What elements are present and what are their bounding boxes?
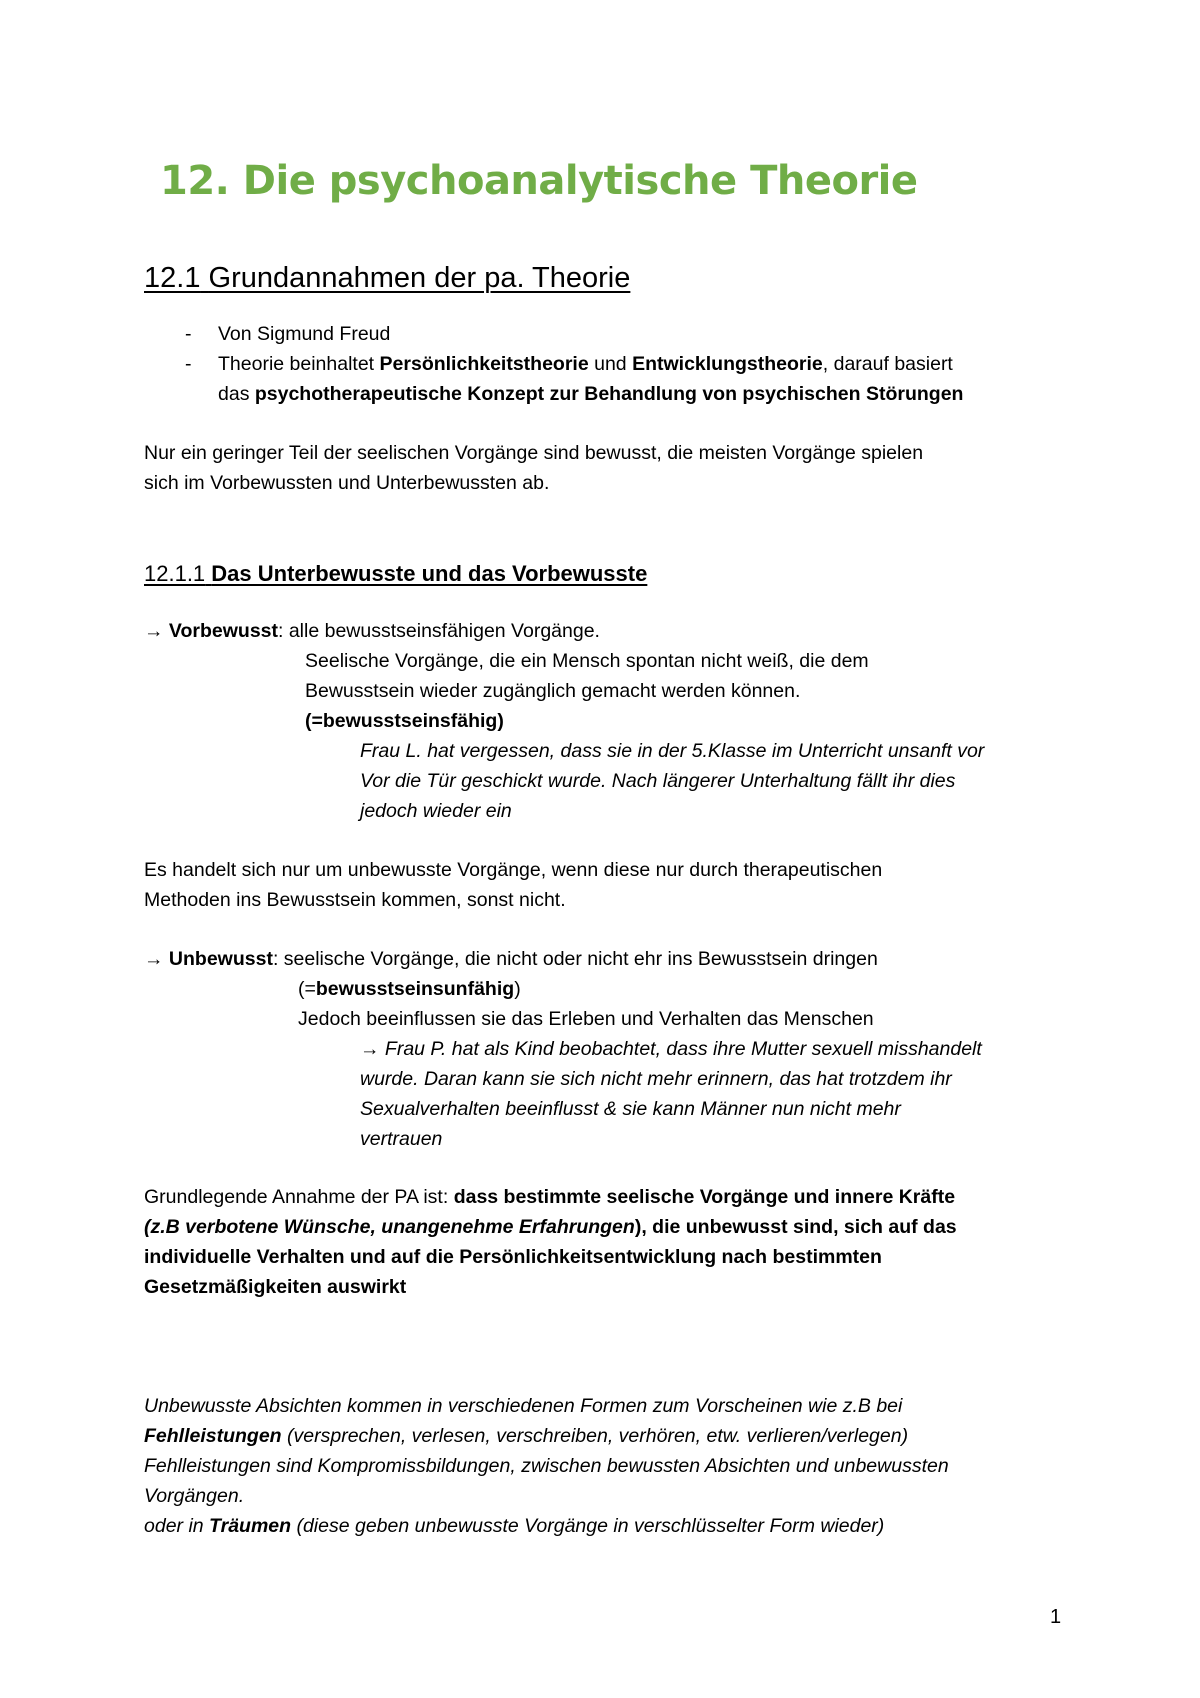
paragraph-line: sich im Vorbewussten und Unterbewussten ab. <box>144 472 550 494</box>
term-label: Vorbewusst <box>168 620 278 642</box>
arrow-right-icon: → <box>144 948 164 970</box>
bullet-item-theorie-cont <box>218 381 963 407</box>
subsection-heading <box>144 561 647 587</box>
paragraph-line <box>144 1513 884 1539</box>
bold-term: Entwicklungstheorie <box>632 353 823 375</box>
example-line: Frau L. hat vergessen, dass sie in der 5.Klasse im Unterricht unsanft vor <box>360 740 985 762</box>
paragraph-line <box>144 1214 957 1240</box>
text: das <box>218 383 255 405</box>
bullet-dash: - <box>185 323 192 345</box>
unbewusst-definition <box>144 946 878 972</box>
arrow-right-icon: → <box>360 1038 380 1060</box>
bold-term: Persönlichkeitstheorie <box>379 353 589 375</box>
bold-italic-text: (z.B verbotene Wünsche, unangenehme Erfahrungen <box>144 1216 635 1238</box>
bullet-item-freud: Von Sigmund Freud <box>218 323 391 345</box>
paragraph-line: Bewusstsein wieder zugänglich gemacht werden können. <box>305 680 801 702</box>
page-number: 1 <box>1050 1606 1062 1628</box>
text: , darauf basiert <box>822 353 953 375</box>
text: Frau P. hat als Kind beobachtet, dass ihre Mutter sexuell misshandelt <box>379 1038 982 1060</box>
text: : alle bewusstseinsfähigen Vorgänge. <box>278 620 600 642</box>
paragraph-line: Vorgängen. <box>144 1485 245 1507</box>
arrow-right-icon: → <box>144 620 164 642</box>
text: Theorie beinhaltet <box>218 353 380 375</box>
section-heading <box>144 262 630 295</box>
text: und <box>588 353 633 375</box>
paragraph-line <box>298 976 521 1002</box>
subsection-number: 12.1.1 <box>144 561 206 586</box>
bold-term: psychotherapeutische Konzept zur Behandlung von psychischen Störungen <box>254 383 964 405</box>
paragraph-line <box>144 1184 955 1210</box>
bold-term: bewusstseinsunfähig <box>315 978 515 1000</box>
subsection-title: Das Unterbewusste und das Vorbewusste <box>211 561 648 586</box>
paragraph-line: Nur ein geringer Teil der seelischen Vorgänge sind bewusst, die meisten Vorgänge spielen <box>144 442 924 464</box>
page-title: 12. Die psychoanalytische Theorie <box>160 158 918 204</box>
paragraph-line: (=bewusstseinsfähig) <box>305 710 504 732</box>
term-label: Unbewusst <box>168 948 273 970</box>
text: (= <box>298 978 316 1000</box>
text: (versprechen, verlesen, verschreiben, verhören, etw. verlieren/verlegen) <box>281 1425 909 1447</box>
example-line: Vor die Tür geschickt wurde. Nach längerer Unterhaltung fällt ihr dies <box>360 770 956 792</box>
text: oder in <box>144 1515 210 1537</box>
paragraph-line <box>144 1423 908 1449</box>
paragraph-line: Gesetzmäßigkeiten auswirkt <box>144 1276 407 1298</box>
text: ) <box>514 978 521 1000</box>
example-line: jedoch wieder ein <box>360 800 512 822</box>
bold-text: ), die unbewusst sind, sich auf das <box>634 1216 957 1238</box>
text: Grundlegende Annahme der PA ist: <box>144 1186 454 1208</box>
paragraph-line: Es handelt sich nur um unbewusste Vorgänge, wenn diese nur durch therapeutischen <box>144 859 883 881</box>
text: (diese geben unbewusste Vorgänge in verschlüsselter Form wieder) <box>291 1515 885 1537</box>
paragraph-line: Jedoch beeinflussen sie das Erleben und Verhalten das Menschen <box>298 1008 874 1030</box>
paragraph-line: Seelische Vorgänge, die ein Mensch spontan nicht weiß, die dem <box>305 650 869 672</box>
example-line: vertrauen <box>360 1128 443 1150</box>
section-title: Grundannahmen der pa. Theorie <box>208 262 631 294</box>
text: : seelische Vorgänge, die nicht oder nicht ehr ins Bewusstsein dringen <box>272 948 878 970</box>
section-number: 12.1 <box>144 262 201 294</box>
bold-term: Träumen <box>209 1515 292 1537</box>
example-line: Sexualverhalten beeinflusst & sie kann Männer nun nicht mehr <box>360 1098 901 1120</box>
bullet-dash: - <box>185 353 192 375</box>
bold-term: Fehlleistungen <box>144 1425 282 1447</box>
example-line <box>360 1036 982 1062</box>
paragraph-line: individuelle Verhalten und auf die Persönlichkeitsentwicklung nach bestimmten <box>144 1246 882 1268</box>
paragraph-line: Unbewusste Absichten kommen in verschiedenen Formen zum Vorscheinen wie z.B bei <box>144 1395 903 1417</box>
paragraph-line: Methoden ins Bewusstsein kommen, sonst nicht. <box>144 889 566 911</box>
paragraph-line: Fehlleistungen sind Kompromissbildungen, zwischen bewussten Absichten und unbewussten <box>144 1455 949 1477</box>
example-line: wurde. Daran kann sie sich nicht mehr erinnern, das hat trotzdem ihr <box>360 1068 952 1090</box>
vorbewusst-definition <box>144 618 600 644</box>
bold-text: dass bestimmte seelische Vorgänge und innere Kräfte <box>453 1186 956 1208</box>
bullet-item-theorie <box>218 351 953 377</box>
